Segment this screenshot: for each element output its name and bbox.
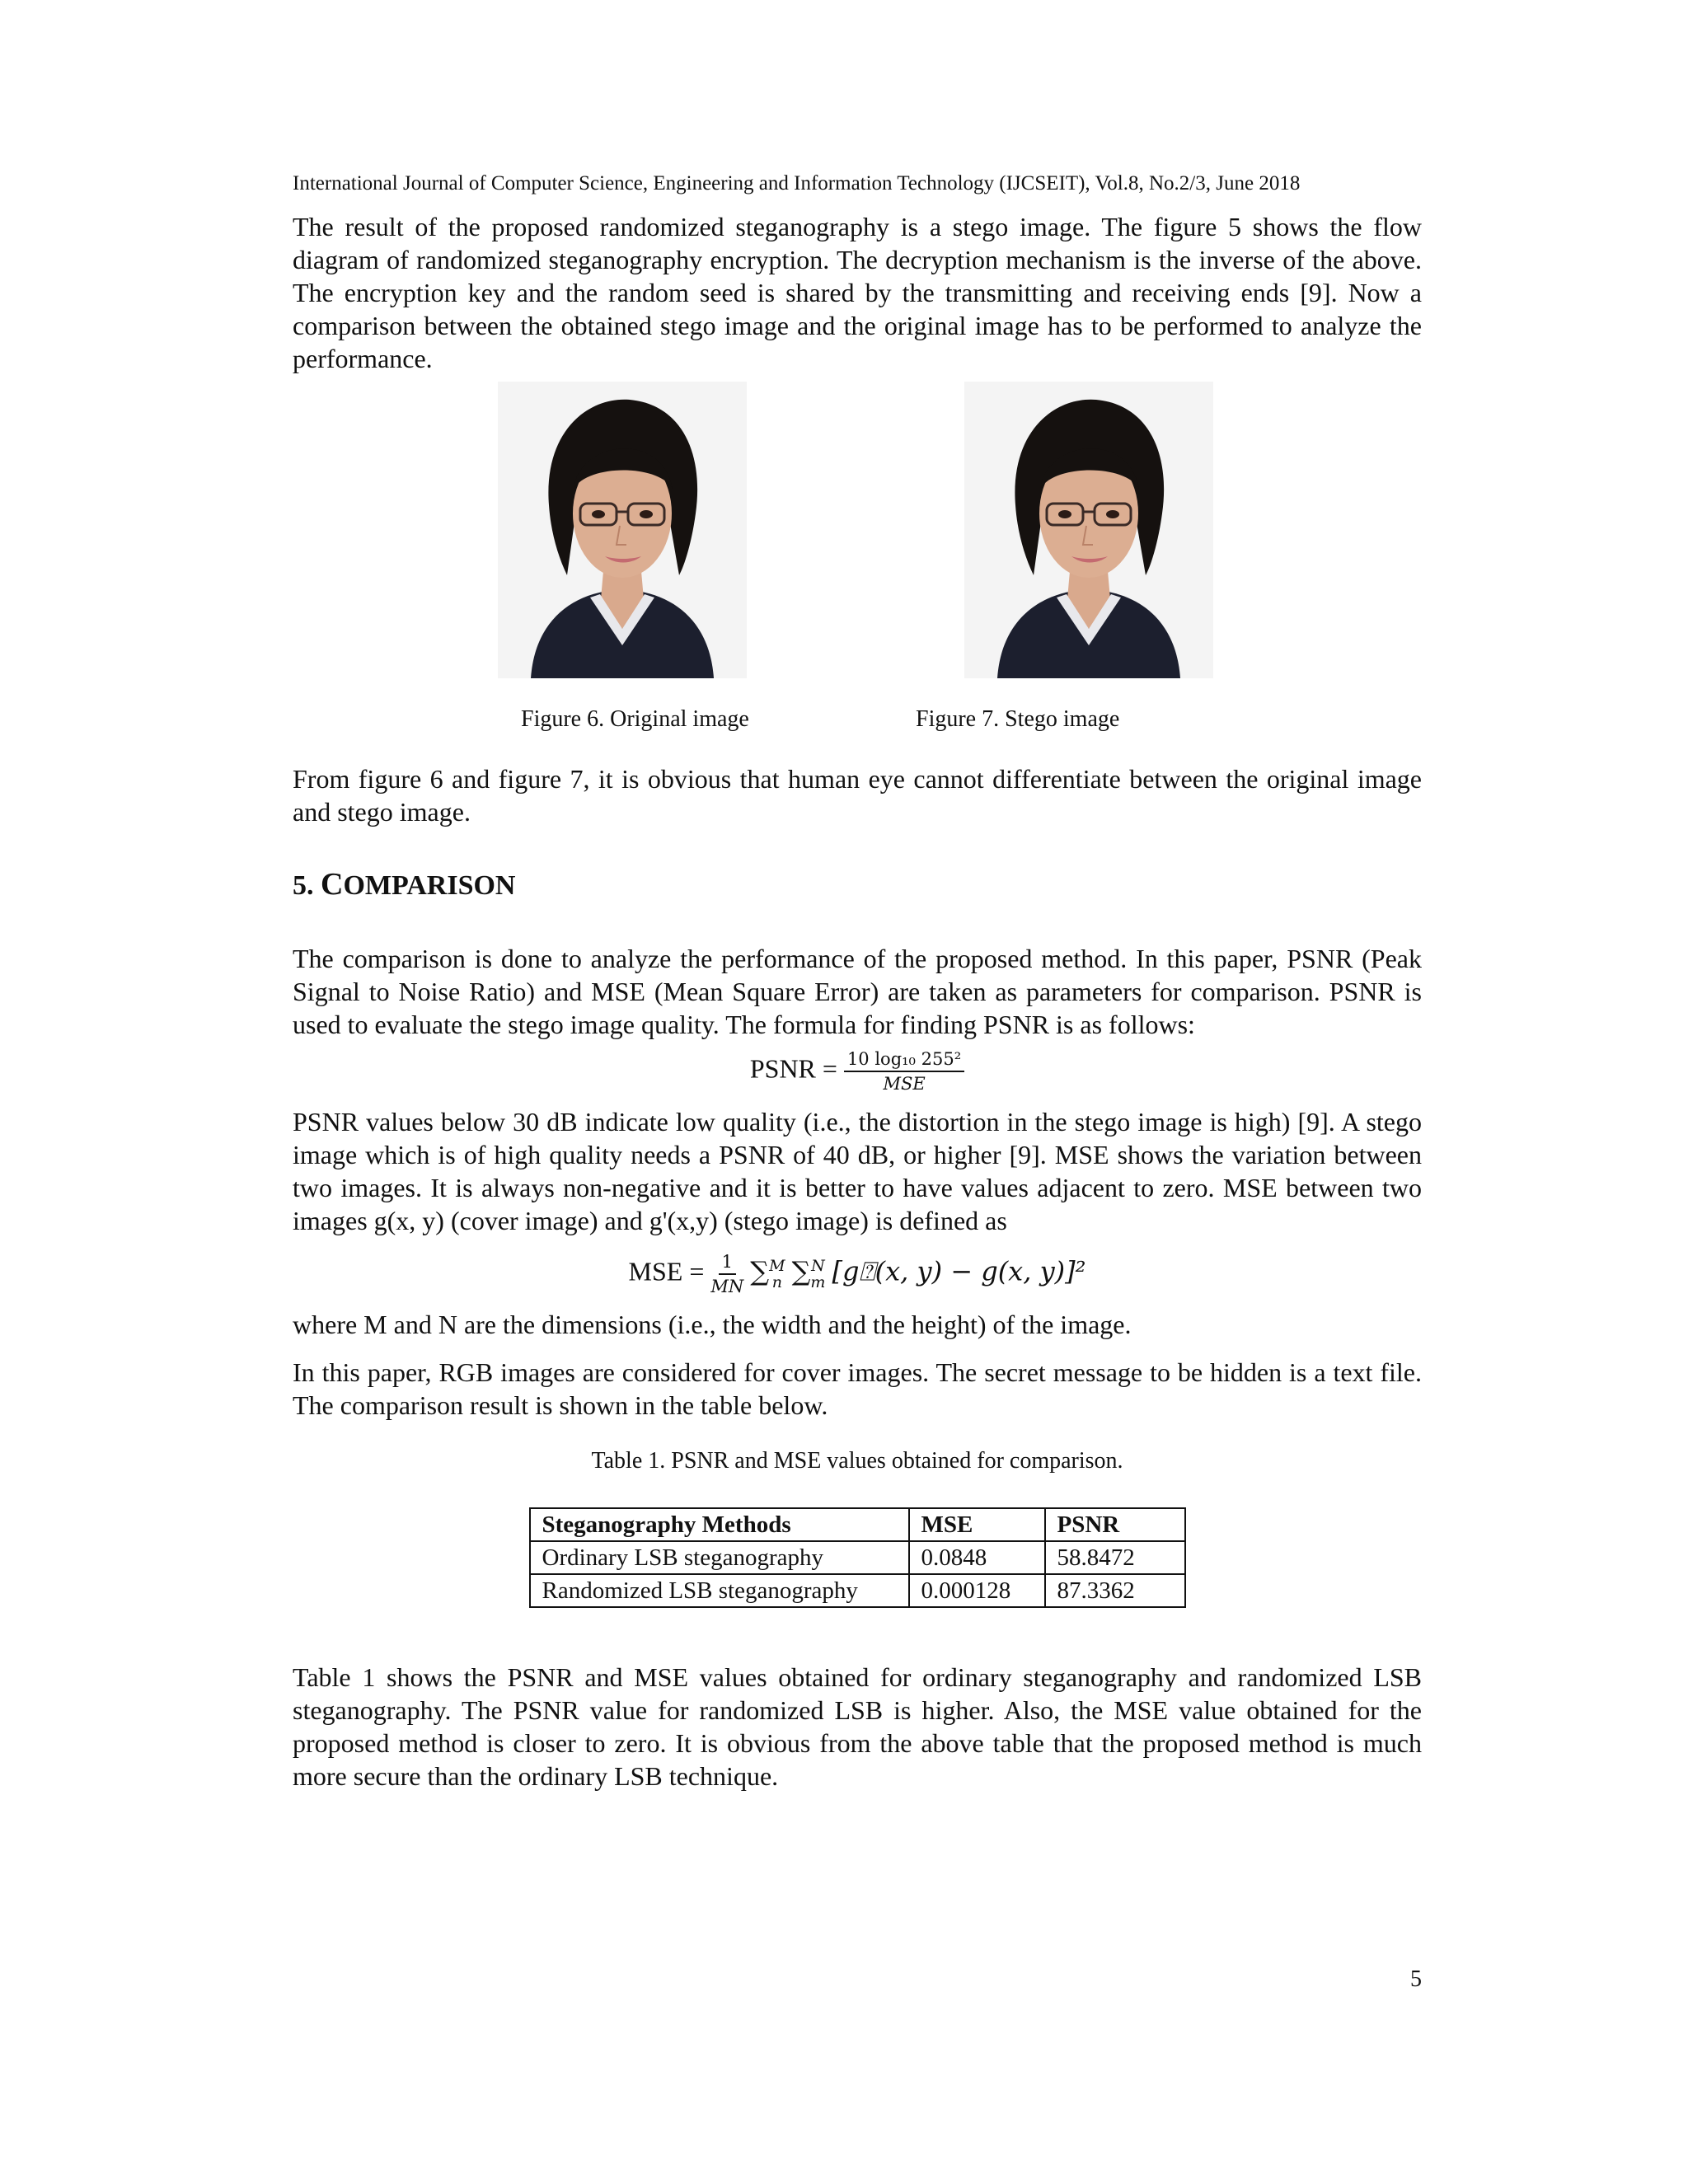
cell-psnr: 58.8472 <box>1045 1541 1185 1574</box>
header-psnr: PSNR <box>1045 1508 1185 1541</box>
original-image-photo <box>498 382 747 678</box>
mse-formula <box>293 1250 1422 1298</box>
comparison-table <box>529 1507 1186 1608</box>
psnr-fraction <box>844 1047 964 1095</box>
header-mse: MSE <box>909 1508 1045 1541</box>
page-number: 5 <box>1410 1966 1422 1992</box>
psnr-paragraph: PSNR values below 30 dB indicate low quality (i.e., the distortion in the stego image is high) [9]. A stego image which is of high quality needs a PSNR of 40 dB, or higher [9]. MSE shows the variation between two images. It is always non-negative and it is better to have values adjacent to zero. MSE between two images g(x, y) (cover image) and g'(x,y) (stego image) is defined as <box>293 1107 1422 1235</box>
figure-paragraph: From figure 6 and figure 7, it is obvious that human eye cannot differentiate between the original image and stego image. <box>293 764 1422 827</box>
section-title-initial: C <box>321 867 344 902</box>
table-row <box>530 1541 1185 1574</box>
cell-psnr: 87.3362 <box>1045 1574 1185 1607</box>
comparison-paragraph: The comparison is done to analyze the performance of the proposed method. In this paper, PSNR (Peak Signal to Noise Ratio) and MSE (Mean Square Error) are taken as parameters for comparison. PSNR is used to evaluate the stego image quality. The formula for finding PSNR is as follows: <box>293 944 1422 1039</box>
figure-row <box>293 375 1422 762</box>
cell-mse: 0.000128 <box>909 1574 1045 1607</box>
sum-2-lower: m <box>810 1273 826 1291</box>
mse-body: [g⍰(x, y) − g(x, y)]² <box>832 1255 1086 1287</box>
sum-1-upper: M <box>769 1257 785 1275</box>
sum-2-limits <box>810 1258 825 1291</box>
psnr-formula-lhs: PSNR = <box>749 1053 837 1084</box>
sum-2-upper: N <box>811 1257 825 1275</box>
sum-1-lower: n <box>771 1273 782 1291</box>
where-paragraph: where M and N are the dimensions (i.e., the width and the height) of the image. <box>293 1310 1132 1339</box>
intro-paragraph: The result of the proposed randomized steganography is a stego image. The figure 5 shows the flow diagram of randomized steganography encryption. The decryption mechanism is the inverse of the above. The encryption key and the random seed is shared by the transmitting and receiving ends [9]. Now a comparison between the obtained stego image and the original image has to be performed to analyze the performance. <box>293 212 1422 373</box>
header-methods: Steganography Methods <box>530 1508 909 1541</box>
table-header-row <box>530 1508 1185 1541</box>
portrait-original <box>498 382 747 678</box>
page-body <box>293 169 1422 1793</box>
section-title-rest: OMPARISON <box>343 870 516 901</box>
psnr-denominator: MSE <box>883 1074 926 1094</box>
conclusion-paragraph: Table 1 shows the PSNR and MSE values obtained for ordinary steganography and randomized LSB steganography. The PSNR value for randomized LSB is higher. Also, the MSE value obtained for the proposed method is closer to zero. It is obvious from the above table that the proposed method is much more secure than the ordinary LSB technique. <box>293 1662 1422 1791</box>
psnr-formula <box>293 1047 1422 1095</box>
psnr-numerator: 10 log₁₀ 255² <box>844 1047 964 1072</box>
sum-symbol-2: ∑ <box>791 1255 811 1287</box>
rgb-paragraph: In this paper, RGB images are considered for cover images. The secret message to be hidden is a text file. The comparison result is shown in the table below. <box>293 1357 1422 1420</box>
mse-numerator: 1 <box>719 1250 736 1275</box>
table-row <box>530 1574 1185 1607</box>
section-number: 5. <box>293 870 314 901</box>
cell-mse: 0.0848 <box>909 1541 1045 1574</box>
mse-fraction <box>710 1250 743 1298</box>
figure-6-caption: Figure 6. Original image <box>521 706 749 732</box>
cell-method: Randomized LSB steganography <box>530 1574 909 1607</box>
section-heading <box>293 866 1422 902</box>
running-header: International Journal of Computer Science, Engineering and Information Technology (IJCSEIT), Vol.8, No.2/3, June 2018 <box>293 172 1301 194</box>
portrait-stego <box>964 382 1213 678</box>
mse-denominator: MN <box>710 1277 744 1296</box>
sum-1-limits <box>769 1258 785 1291</box>
mse-formula-lhs: MSE = <box>628 1256 705 1286</box>
sum-symbol-1: ∑ <box>750 1255 770 1287</box>
table-caption: Table 1. PSNR and MSE values obtained for comparison. <box>591 1448 1123 1474</box>
cell-method: Ordinary LSB steganography <box>530 1541 909 1574</box>
stego-image-photo <box>964 382 1213 678</box>
figure-7-caption: Figure 7. Stego image <box>916 706 1120 732</box>
